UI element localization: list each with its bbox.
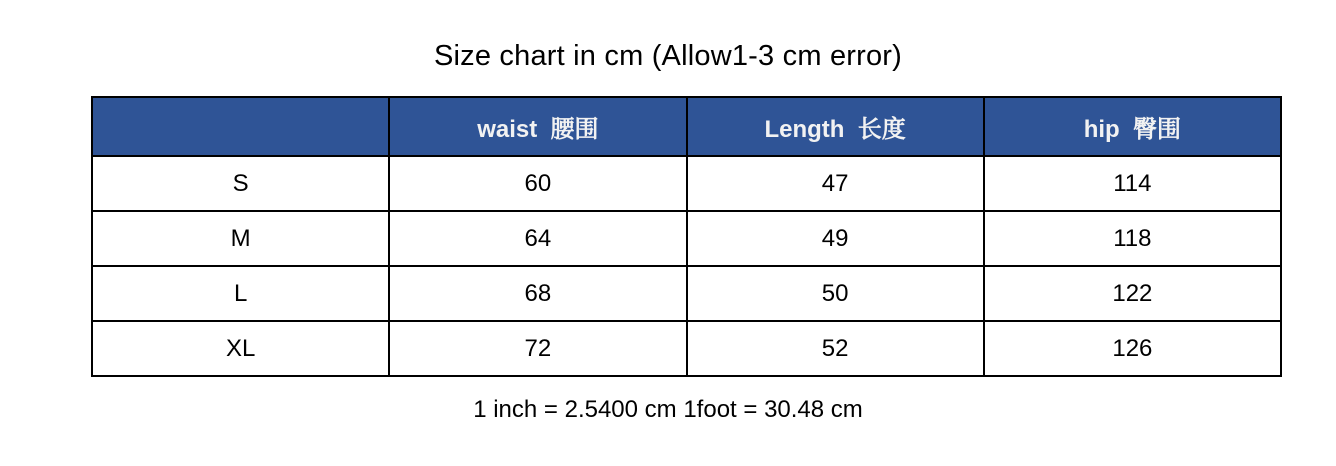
size-cell: M xyxy=(92,211,389,266)
size-chart-table xyxy=(91,96,1282,377)
size-cell: XL xyxy=(92,321,389,376)
hip-cell: 118 xyxy=(984,211,1281,266)
table-row-s xyxy=(92,156,1281,211)
header-cell-waist: waist 腰围 xyxy=(389,97,686,156)
waist-cell: 64 xyxy=(389,211,686,266)
page-title: Size chart in cm (Allow1-3 cm error) xyxy=(433,40,903,72)
hip-cell: 126 xyxy=(984,321,1281,376)
size-cell: L xyxy=(92,266,389,321)
header-cell-hip: hip 臀围 xyxy=(984,97,1281,156)
waist-cell: 68 xyxy=(389,266,686,321)
header-cell-size xyxy=(92,97,389,156)
length-cell: 47 xyxy=(687,156,984,211)
header-row xyxy=(92,97,1281,156)
waist-cell: 72 xyxy=(389,321,686,376)
table-row-m xyxy=(92,211,1281,266)
header-cell-length: Length 长度 xyxy=(687,97,984,156)
size-cell: S xyxy=(92,156,389,211)
table-row-xl xyxy=(92,321,1281,376)
hip-cell: 114 xyxy=(984,156,1281,211)
waist-cell: 60 xyxy=(389,156,686,211)
unit-conversion-note: 1 inch = 2.5400 cm 1foot = 30.48 cm xyxy=(473,396,863,423)
length-cell: 49 xyxy=(687,211,984,266)
table-row-l xyxy=(92,266,1281,321)
hip-cell: 122 xyxy=(984,266,1281,321)
length-cell: 50 xyxy=(687,266,984,321)
length-cell: 52 xyxy=(687,321,984,376)
